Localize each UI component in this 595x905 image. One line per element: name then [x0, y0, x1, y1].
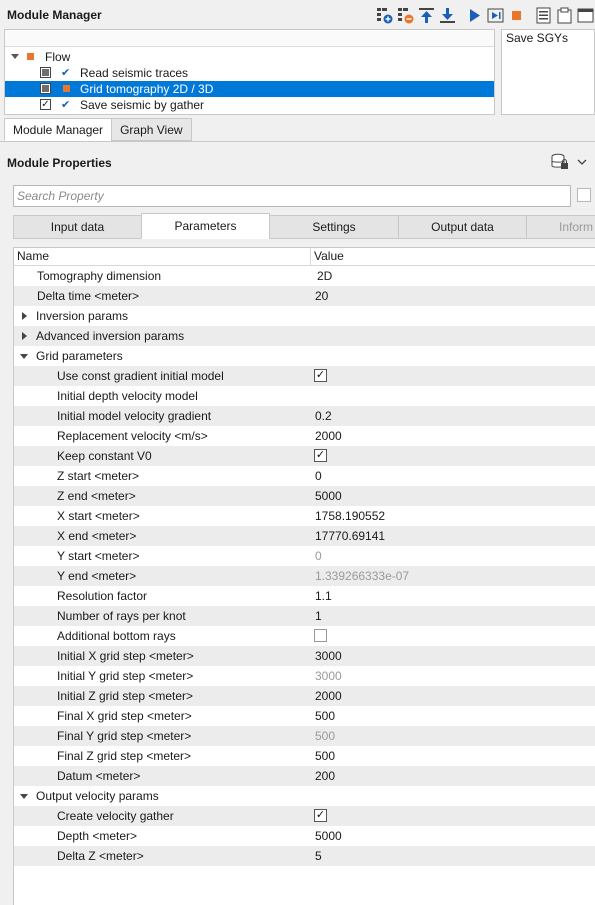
flow-item-label: Grid tomography 2D / 3D [80, 82, 214, 96]
tab-settings[interactable]: Settings [269, 215, 399, 239]
window-icon[interactable] [576, 6, 595, 25]
property-name: Initial X grid step <meter> [57, 649, 194, 663]
column-header-name[interactable]: Name [14, 248, 311, 265]
property-name: Delta Z <meter> [57, 849, 144, 863]
property-row[interactable] [14, 446, 595, 466]
tab-information[interactable]: Inform [526, 215, 595, 239]
module-toolbar [373, 5, 595, 25]
property-name: Y start <meter> [57, 549, 140, 563]
search-input[interactable] [14, 186, 570, 206]
property-row[interactable] [14, 506, 595, 526]
property-row[interactable] [14, 586, 595, 606]
property-name: Resolution factor [57, 589, 148, 603]
flow-item[interactable] [5, 97, 494, 113]
property-value[interactable]: 3000 [315, 669, 342, 683]
property-value[interactable]: 0 [315, 549, 322, 563]
property-value[interactable]: 5 [315, 849, 322, 863]
chevron-right-icon[interactable] [22, 312, 27, 320]
property-grid-header [14, 248, 595, 266]
flow-root[interactable] [5, 49, 494, 65]
property-value[interactable]: 0 [315, 469, 322, 483]
tab-module-manager[interactable]: Module Manager [4, 118, 112, 141]
property-value[interactable]: 2D [317, 269, 333, 283]
manager-tabs [4, 118, 191, 141]
property-row[interactable] [14, 286, 595, 306]
property-row[interactable] [14, 566, 595, 586]
property-name: Advanced inversion params [36, 329, 185, 343]
property-name: Tomography dimension [37, 269, 162, 283]
property-value[interactable]: 1758.190552 [315, 509, 386, 523]
database-lock-icon[interactable] [550, 153, 570, 171]
property-name: Final X grid step <meter> [57, 709, 192, 723]
property-row[interactable] [14, 686, 595, 706]
property-row[interactable] [14, 486, 595, 506]
clipboard-icon[interactable] [555, 6, 574, 25]
move-down-icon[interactable] [438, 6, 457, 25]
property-group-row[interactable] [14, 786, 595, 806]
property-value[interactable]: 3000 [315, 649, 342, 663]
module-manager-title: Module Manager [7, 8, 102, 22]
module-enable-checkbox[interactable]: ✓ [41, 99, 50, 110]
property-row[interactable] [14, 706, 595, 726]
property-value[interactable]: 2000 [315, 429, 342, 443]
property-value[interactable]: 2000 [315, 689, 342, 703]
property-row[interactable] [14, 826, 595, 846]
property-name: Output velocity params [36, 789, 159, 803]
property-value[interactable]: 500 [315, 709, 336, 723]
property-name: Initial Y grid step <meter> [57, 669, 194, 683]
module-enable-checkbox[interactable] [40, 67, 51, 78]
flow-item-label: Save seismic by gather [80, 98, 205, 112]
property-name: Initial depth velocity model [57, 389, 198, 403]
property-row[interactable] [14, 426, 595, 446]
property-row[interactable] [14, 666, 595, 686]
module-manager-header [0, 0, 595, 28]
flow-tree-header [5, 30, 494, 47]
property-value[interactable]: 5000 [315, 489, 342, 503]
property-row[interactable] [14, 626, 595, 646]
property-checkbox[interactable] [314, 629, 327, 642]
tab-input-data[interactable]: Input data [13, 215, 142, 239]
property-row[interactable] [14, 466, 595, 486]
property-value[interactable]: 0.2 [315, 409, 332, 423]
property-row[interactable] [14, 806, 595, 826]
property-row[interactable] [14, 606, 595, 626]
property-name: X end <meter> [57, 529, 137, 543]
property-row[interactable] [14, 406, 595, 426]
property-name: Replacement velocity <m/s> [57, 429, 208, 443]
property-group-row[interactable] [14, 346, 595, 366]
property-value[interactable]: 500 [315, 749, 336, 763]
stop-icon[interactable] [507, 6, 526, 25]
property-name: Depth <meter> [57, 829, 138, 843]
run-icon[interactable] [465, 6, 484, 25]
property-name: Initial model velocity gradient [57, 409, 212, 423]
property-name: Y end <meter> [57, 569, 137, 583]
property-name: Datum <meter> [57, 769, 141, 783]
chevron-down-icon[interactable] [20, 794, 28, 799]
module-description-text: Save SGYs [506, 31, 569, 45]
properties-toolbar [550, 153, 589, 171]
property-row[interactable] [14, 746, 595, 766]
property-grid [13, 247, 595, 905]
property-value[interactable]: 200 [315, 769, 336, 783]
property-name: Number of rays per knot [57, 609, 186, 623]
move-up-icon[interactable] [417, 6, 436, 25]
property-row[interactable] [14, 646, 595, 666]
property-value[interactable]: 1 [315, 609, 322, 623]
property-group-row[interactable] [14, 326, 595, 346]
property-value[interactable]: 5000 [315, 829, 342, 843]
flow-item[interactable] [5, 65, 494, 81]
property-rows [14, 266, 595, 866]
check-icon: ✔ [61, 67, 71, 79]
property-row[interactable] [14, 386, 595, 406]
chevron-right-icon[interactable] [22, 332, 27, 340]
column-header-value[interactable]: Value [314, 249, 344, 263]
property-name: Final Z grid step <meter> [57, 749, 192, 763]
property-checkbox[interactable]: ✓ [315, 369, 326, 381]
search-property-field[interactable] [13, 185, 571, 207]
property-row[interactable] [14, 726, 595, 746]
property-value[interactable]: 1.1 [315, 589, 332, 603]
filter-checkbox[interactable] [577, 188, 591, 202]
run-step-icon[interactable] [486, 6, 505, 25]
chevron-down-icon[interactable] [575, 155, 589, 169]
flow-item-selected[interactable] [5, 81, 494, 97]
property-name: Keep constant V0 [57, 449, 152, 463]
property-checkbox[interactable]: ✓ [315, 809, 326, 821]
property-name: Final Y grid step <meter> [57, 729, 192, 743]
tab-parameters[interactable]: Parameters [141, 213, 270, 239]
property-value[interactable]: 20 [315, 289, 329, 303]
chevron-down-icon[interactable] [20, 354, 28, 359]
module-status-icon [63, 85, 70, 92]
property-name: Additional bottom rays [57, 629, 176, 643]
property-name: Grid parameters [36, 349, 123, 363]
property-group-row[interactable] [14, 306, 595, 326]
property-row[interactable] [14, 766, 595, 786]
property-checkbox[interactable]: ✓ [315, 449, 326, 461]
remove-module-icon[interactable] [396, 6, 415, 25]
property-row[interactable] [14, 366, 595, 386]
module-description-panel [501, 29, 595, 115]
section-divider [0, 141, 595, 142]
property-value[interactable]: 17770.69141 [315, 529, 386, 543]
property-name: Inversion params [36, 309, 129, 323]
property-value[interactable]: 1.339266333e-07 [315, 569, 410, 583]
property-name: Delta time <meter> [37, 289, 140, 303]
property-name: Use const gradient initial model [57, 369, 224, 383]
add-module-icon[interactable] [375, 6, 394, 25]
property-row[interactable] [14, 846, 595, 866]
tab-graph-view[interactable]: Graph View [111, 118, 191, 141]
property-name: Z start <meter> [57, 469, 140, 483]
chevron-down-icon[interactable] [11, 54, 19, 59]
flow-root-label: Flow [45, 50, 71, 64]
properties-tabs [13, 213, 595, 239]
property-name: Create velocity gather [57, 809, 174, 823]
module-properties-title: Module Properties [7, 156, 112, 170]
property-name: X start <meter> [57, 509, 140, 523]
list-icon[interactable] [534, 6, 553, 25]
property-name: Z end <meter> [57, 489, 136, 503]
flow-node-icon [27, 53, 34, 60]
property-row[interactable] [14, 266, 595, 286]
tab-output-data[interactable]: Output data [398, 215, 527, 239]
property-row[interactable] [14, 526, 595, 546]
property-value[interactable]: 500 [315, 729, 336, 743]
flow-item-label: Read seismic traces [80, 66, 189, 80]
property-name: Initial Z grid step <meter> [57, 689, 194, 703]
property-row[interactable] [14, 546, 595, 566]
module-enable-checkbox[interactable] [40, 83, 51, 94]
flow-tree [4, 29, 495, 115]
check-icon: ✔ [61, 99, 71, 111]
